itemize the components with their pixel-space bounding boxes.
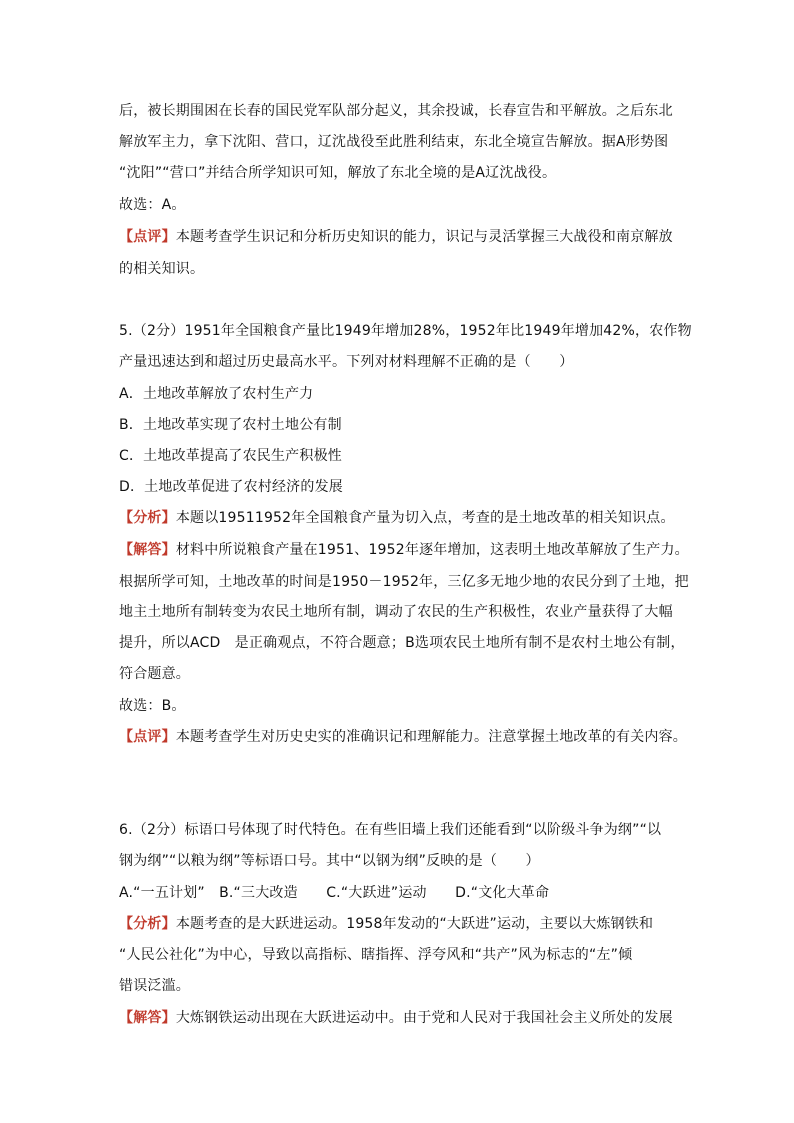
- q6-analysis-line-3: 错误泛滥。: [119, 978, 190, 994]
- q6-answer: [119, 1008, 673, 1028]
- q5-answer-line-2: 根据所学可知，土地改革的时间是1950－1952年，三亿多无地少地的农民分到了土地，把: [119, 574, 689, 590]
- analysis-tag: 【分析】: [119, 510, 176, 526]
- q5-answer-line-4: 提升，所以ACD 是正确观点，不符合题意；B选项农民土地所有制不是农村土地公有制，: [119, 635, 685, 651]
- q4-explanation-line-2: 解放军主力，拿下沈阳、营口，辽沈战役至此胜利结束，东北全境宣告解放。据A形势图: [119, 134, 669, 150]
- q6-analysis-text: 本题考查的是大跃进运动。1958年发动的“大跃进”运动，主要以大炼钢铁和: [175, 916, 654, 932]
- q5-stem-line-1: 5.（2分）1951年全国粮食产量比1949年增加28%，1952年比1949年增加42%，农作物: [119, 323, 692, 339]
- q5-comment: [119, 727, 687, 747]
- answer-tag: 【解答】: [119, 542, 176, 558]
- q5-choice: 故选：B。: [119, 698, 186, 714]
- q5-analysis: [119, 508, 675, 528]
- q6-stem-line-2: 钢为纲”“以粮为纲”等标语口号。其中“以钢为纲”反映的是（ ）: [119, 853, 540, 869]
- q6-answer-text: 大炼钢铁运动出现在大跃进运动中。由于党和人民对于我国社会主义所处的发展: [175, 1010, 673, 1026]
- q6-stem-line-1: 6.（2分）标语口号体现了时代特色。在有些旧墙上我们还能看到“以阶级斗争为纲”“以: [119, 822, 662, 838]
- q5-analysis-text: 本题以19511952年全国粮食产量为切入点，考查的是土地改革的相关知识点。: [175, 510, 675, 526]
- q5-option-d: D．土地改革促进了农村经济的发展: [119, 479, 343, 495]
- q6-analysis: [119, 914, 653, 934]
- answer-tag: 【解答】: [119, 1010, 176, 1026]
- q5-answer-line-3: 地主土地所有制转变为农民土地所有制，调动了农民的生产积极性，农业产量获得了大幅: [119, 604, 673, 620]
- comment-tag: 【点评】: [119, 229, 176, 245]
- q5-answer-text: 材料中所说粮食产量在1951、1952年逐年增加，这表明土地改革解放了生产力。: [175, 542, 689, 558]
- q5-option-c: C．土地改革提高了农民生产积极性: [119, 448, 342, 464]
- q6-options: A.“一五计划” B.“三大改造 C.“大跃进”运动 D.“文化大革命: [119, 885, 550, 901]
- q4-explanation-line-1: 后，被长期围困在长春的国民党军队部分起义，其余投诚，长春宣告和平解放。之后东北: [119, 103, 673, 119]
- q5-option-a: A．土地改革解放了农村生产力: [119, 386, 314, 402]
- q6-analysis-line-2: “人民公社化”为中心，导致以高指标、瞎指挥、浮夸风和“共产”风为标志的“左”倾: [119, 947, 633, 963]
- q4-comment-text: 本题考查学生识记和分析历史知识的能力，识记与灵活掌握三大战役和南京解放: [175, 229, 673, 245]
- comment-tag: 【点评】: [119, 729, 176, 745]
- q5-option-b: B．土地改革实现了农村土地公有制: [119, 417, 342, 433]
- q4-comment-line-2: 的相关知识。: [119, 261, 205, 277]
- q5-stem-line-2: 产量迅速达到和超过历史最高水平。下列对材料理解不正确的是（ ）: [119, 354, 574, 370]
- q5-answer-line-5: 符合题意。: [119, 666, 190, 682]
- q4-choice: 故选：A。: [119, 197, 186, 213]
- q5-comment-text: 本题考查学生对历史史实的准确识记和理解能力。注意掌握土地改革的有关内容。: [175, 729, 688, 745]
- q5-answer: [119, 540, 689, 560]
- q4-comment: [119, 227, 673, 247]
- analysis-tag: 【分析】: [119, 916, 176, 932]
- q4-explanation-line-3: “沈阳”“营口”并结合所学知识可知，解放了东北全境的是A辽沈战役。: [119, 165, 557, 181]
